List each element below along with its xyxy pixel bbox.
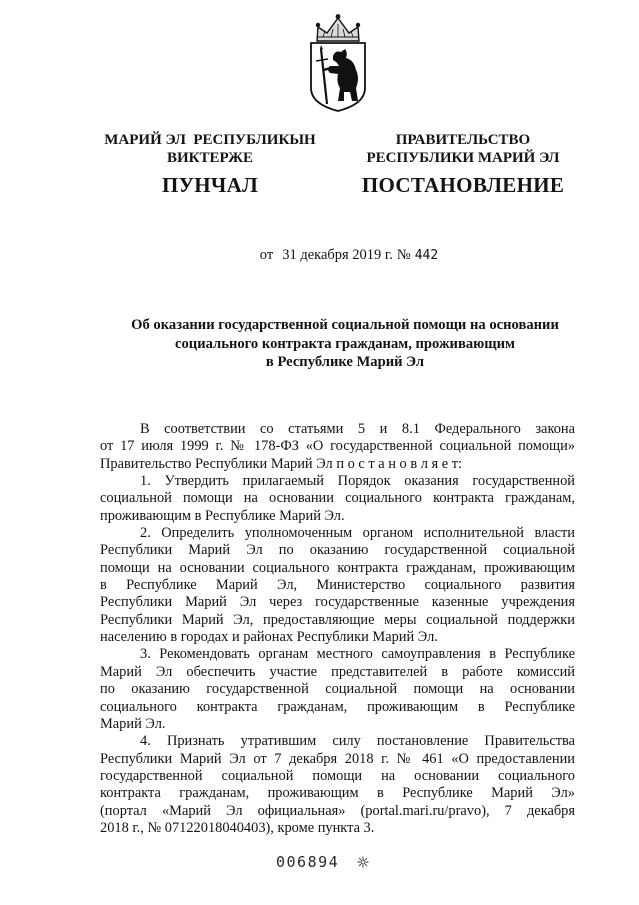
paragraph-line: Марий Эл обеспечить участие представителей в работе комиссий (100, 663, 575, 680)
document-number: 442 (414, 248, 439, 263)
paragraph-preamble (100, 421, 575, 473)
paragraph-line: Республики Марий Эл через государственные казенные учреждения (100, 594, 575, 611)
document-body (100, 421, 575, 837)
ornament-icon (357, 856, 369, 868)
paragraph-line: 1. Утвердить прилагаемый Порядок оказания государственной (140, 473, 575, 490)
coat-of-arms (303, 12, 373, 112)
paragraph-line: Марий Эл. (100, 715, 166, 732)
title-line: в Республике Марий Эл (265, 354, 425, 370)
paragraph-line: в Республике Марий Эл, Министерство социального развития (100, 577, 575, 594)
crown-icon (316, 14, 360, 41)
paragraph-line: 2018 г., № 07122018040403), кроме пункта 3. (100, 819, 375, 836)
header-right-line1: ПРАВИТЕЛЬСТВО (395, 132, 531, 148)
paragraph-line: Республики Марий Эл от 7 декабря 2018 г. № 461 «О предоставлении (100, 750, 575, 767)
paragraph-line: по оказанию государственной социальной помощи на основании (100, 681, 575, 698)
paragraph-line: населению в городах и районах Республики Марий Эл. (100, 629, 438, 646)
header-left-line2: ВИКТЕРЖЕ (166, 150, 254, 166)
paragraph-line: контракта гражданам, проживающим в Республике Марий Эл» (100, 785, 575, 802)
paragraph-item-1 (100, 473, 575, 525)
paragraph-line: Республики Марий Эл по оказанию государственной социальной (100, 542, 575, 559)
paragraph-line: помощи на основании социального контракта гражданам, проживающим (100, 559, 575, 576)
paragraph-line: (портал «Марий Эл официальная» (portal.mari.ru/pravo), 7 декабря (100, 802, 575, 819)
paragraph-line: от 17 июля 1999 г. № 178-ФЗ «О государственной социальной помощи» (100, 438, 575, 455)
paragraph-item-4 (100, 733, 575, 837)
paragraph-line: проживающим в Республике Марий Эл. (100, 507, 345, 524)
paragraph-line: социального контракта гражданам, проживающим в Республике (100, 698, 575, 715)
number-label: № (396, 247, 411, 263)
paragraph-line: государственной социальной помощи на основании социального (100, 767, 575, 784)
paragraph-item-3 (100, 646, 575, 733)
paragraph-item-2 (100, 525, 575, 646)
serial-number: 006894 (276, 853, 340, 871)
paragraph-line: В соответствии со статьями 5 и 8.1 Федерального закона (140, 421, 575, 437)
header-right (352, 131, 574, 197)
document-title (95, 316, 595, 372)
header-left-doc-type: ПУНЧАЛ (161, 173, 259, 197)
paragraph-line: 3. Рекомендовать органам местного самоуправления в Республике (140, 646, 575, 663)
paragraph-line: Республики Марий Эл, предоставляющие меры социальной поддержки (100, 611, 575, 628)
date-line (249, 246, 449, 265)
header-right-doc-type: ПОСТАНОВЛЕНИЕ (361, 173, 565, 197)
header-left-line1: МАРИЙ ЭЛ РЕСПУБЛИКЫН (104, 132, 316, 148)
title-line: Об оказании государственной социальной помощи на основании (131, 317, 559, 333)
paragraph-line: 4. Признать утратившим силу постановление Правительства (140, 733, 575, 750)
paragraph-line: социальной помощи на основании социального контракта гражданам, (100, 490, 575, 507)
header-right-line2: РЕСПУБЛИКИ МАРИЙ ЭЛ (366, 150, 560, 166)
paragraph-line: 2. Определить уполномоченным органом исполнительной власти (140, 525, 575, 542)
date-prefix: от (259, 247, 274, 263)
document-date: 31 декабря 2019 г. (282, 247, 393, 263)
paragraph-line: Правительство Республики Марий Эл п о с т а н о в л я е т: (100, 455, 463, 472)
header-left (95, 131, 325, 197)
title-line: социального контракта гражданам, проживающим (175, 335, 515, 352)
